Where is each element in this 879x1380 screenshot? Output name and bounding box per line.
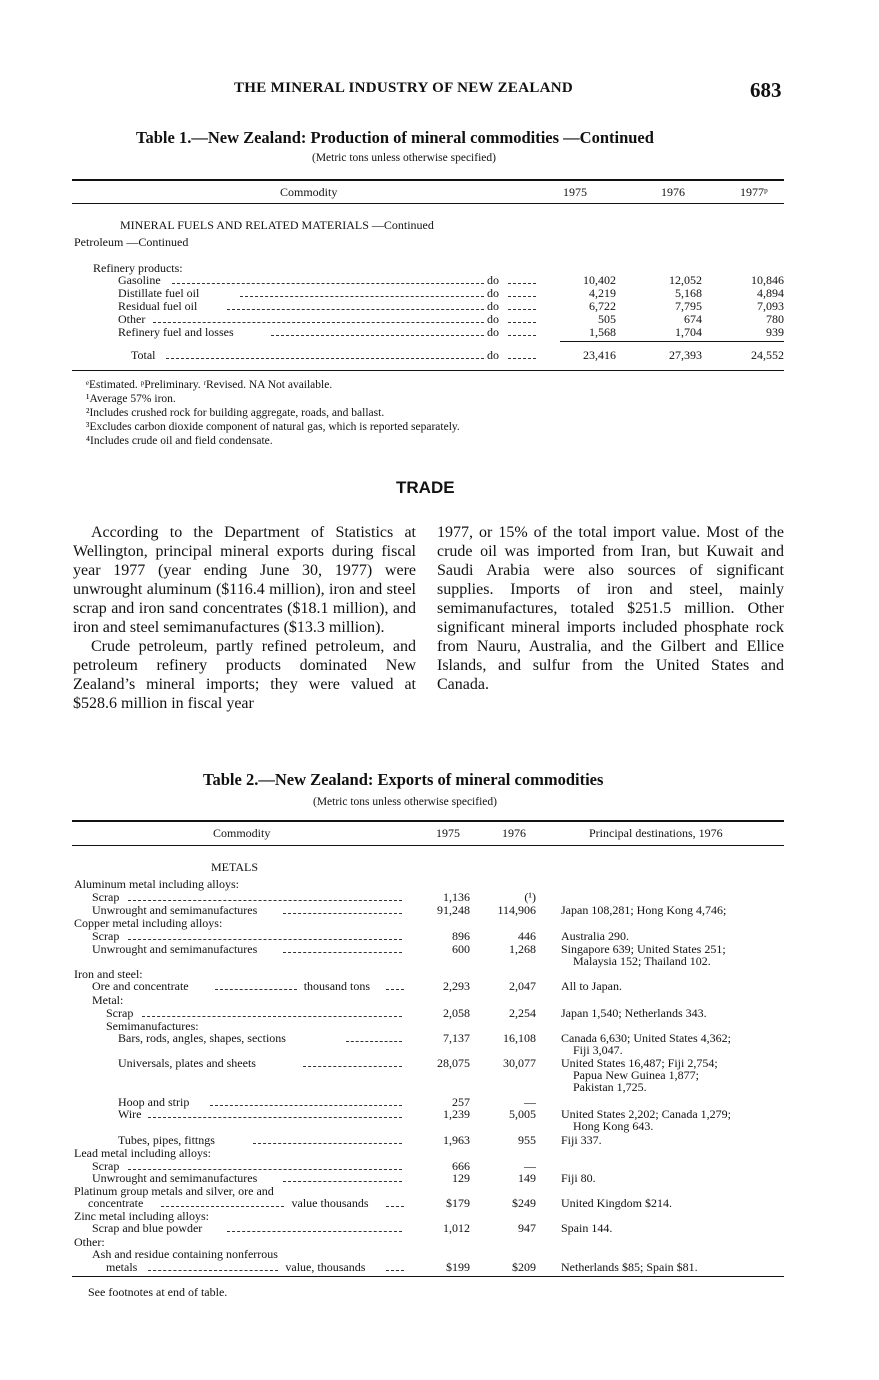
table1-footnote: ³Excludes carbon dioxide component of natural gas, which is reported separately. (86, 421, 460, 433)
trade-right-column (437, 523, 784, 694)
table2-row-label: Hoop and strip (118, 1095, 190, 1109)
table2-cell-destination: Netherlands $85; Spain $81. (561, 1260, 698, 1274)
trade-heading: TRADE (396, 478, 455, 497)
leader-dots (153, 322, 484, 323)
table2-cell-1976: 2,254 (509, 1006, 536, 1020)
table1-top-rule (72, 179, 784, 181)
table2-cell-destination-cont: Fiji 3,047. (573, 1043, 623, 1057)
leader-dots (128, 939, 402, 940)
table2-row-label: Metal: (92, 993, 124, 1007)
table1-cell-1975: 4,219 (589, 286, 616, 300)
table2-row-label: Scrap (92, 929, 120, 943)
table1-total-label: Total (131, 348, 156, 362)
table2-row-label: Unwrought and semimanufactures (92, 903, 258, 917)
table2-cell-destination: Canada 6,630; United States 4,362; (561, 1031, 731, 1045)
table1-total-unit: do (487, 348, 499, 362)
table2-row-label: Ore and concentrate (92, 979, 189, 993)
leader-dots (283, 952, 402, 953)
table2-cell-1975: 129 (452, 1171, 470, 1185)
table2-row-label: Scrap (92, 1159, 120, 1173)
leader-dots (508, 309, 536, 310)
leader-dots (253, 1143, 402, 1144)
table1-row-unit: do (487, 273, 499, 287)
table1-footnote: ¹Average 57% iron. (86, 393, 176, 405)
table2-section: METALS (211, 860, 259, 874)
table1-cell-1976: 1,704 (675, 325, 702, 339)
table2-cell-destination: All to Japan. (561, 979, 622, 993)
leader-dots (240, 296, 484, 297)
table2-row-label: Platinum group metals and silver, ore and (74, 1184, 274, 1198)
table2-cell-destination-cont: Hong Kong 643. (573, 1119, 654, 1133)
table1-col-1975: 1975 (563, 185, 587, 199)
leader-dots (215, 989, 297, 990)
leader-dots (227, 1231, 402, 1232)
table2-row-unit: thousand tons (303, 979, 371, 993)
leader-dots (508, 296, 536, 297)
table2-row-label: Wire (118, 1107, 142, 1121)
table2-cell-1976: $209 (512, 1260, 536, 1274)
table2-cell-1976: 30,077 (503, 1056, 536, 1070)
table1-footnote: ⁴Includes crude oil and field condensate. (86, 435, 273, 447)
table2-cell-destination: Fiji 80. (561, 1171, 596, 1185)
table2-row-label: Lead metal including alloys: (74, 1146, 211, 1160)
table1-cell-1977: 939 (766, 325, 784, 339)
table2-row-label: Iron and steel: (74, 967, 143, 981)
table1-col-1976: 1976 (661, 185, 685, 199)
table1-row-label: Other (118, 312, 146, 326)
table1-row-unit: do (487, 299, 499, 313)
table1-cell-1975: 6,722 (589, 299, 616, 313)
table1-cell-1976: 12,052 (669, 273, 702, 287)
table2-cell-destination: United States 16,487; Fiji 2,754; (561, 1056, 718, 1070)
table2-row-label: Zinc metal including alloys: (74, 1209, 209, 1223)
leader-dots (128, 1169, 402, 1170)
table2-cell-destination: United Kingdom $214. (561, 1196, 672, 1210)
table1-row-unit: do (487, 325, 499, 339)
table2-col-1975: 1975 (436, 826, 460, 840)
table1-cell-1976: 674 (684, 312, 702, 326)
table1-col-1977: 1977ᵖ (740, 185, 768, 199)
leader-dots (271, 335, 484, 336)
table2-row-label: Ash and residue containing nonferrous (92, 1247, 278, 1261)
table2-cell-destination: United States 2,202; Canada 1,279; (561, 1107, 731, 1121)
table2-header-rule (72, 845, 784, 846)
leader-dots (161, 1206, 284, 1207)
table2-title: Table 2.—New Zealand: Exports of mineral commodities (203, 770, 604, 789)
leader-dots (508, 358, 536, 359)
table1-row-label: Gasoline (118, 273, 161, 287)
table1-cell-1976: 7,795 (675, 299, 702, 313)
leader-dots (227, 309, 484, 310)
table1-header-rule (72, 203, 784, 204)
table1-row-unit: do (487, 286, 499, 300)
table2-row-label: Semimanufactures: (106, 1019, 199, 1033)
table2-cell-1976: 5,005 (509, 1107, 536, 1121)
table1-subtitle: (Metric tons unless otherwise specified) (312, 152, 496, 164)
table2-row-label: Scrap (106, 1006, 134, 1020)
trade-paragraph-3: 1977, or 15% of the total import value. Most of the crude oil was imported from Iran, but Kuwait and Saudi Arabia were also sources of significant supplies. Imports of iron and steel, mainly semimanufactures, totaled $251.5 million. Other significant mineral imports included phosphate rock from Nauru, Australia, and the Gilbert and Ellice Islands, and sulfur from the United States and Canada. (437, 524, 784, 693)
table1-total-1976: 27,393 (669, 348, 702, 362)
table1-section: MINERAL FUELS AND RELATED MATERIALS —Continued (120, 218, 434, 232)
table2-cell-destination: Singapore 639; United States 251; (561, 942, 726, 956)
table1-bottom-rule (72, 370, 784, 371)
trade-paragraph-1: According to the Department of Statistics at Wellington, principal mineral exports during fiscal year 1977 (year ending June 30, 1977) were unwrought aluminum ($116.4 million), iron and steel scrap and iron sand concentrates ($18.1 million), and iron and steel semimanufactures ($13.3 million). (73, 524, 416, 636)
table2-cell-1976: — (524, 1095, 536, 1109)
table2-cell-1975: 257 (452, 1095, 470, 1109)
table1-cell-1977: 780 (766, 312, 784, 326)
leader-dots (508, 283, 536, 284)
table1-row-label: Residual fuel oil (118, 299, 198, 313)
table1-subgroup: Refinery products: (93, 261, 183, 275)
leader-dots (283, 1181, 402, 1182)
table2-cell-1975: 2,293 (443, 979, 470, 993)
leader-dots (148, 1270, 278, 1271)
table2-cell-1975: 2,058 (443, 1006, 470, 1020)
table2-cell-destination: Japan 108,281; Hong Kong 4,746; (561, 903, 727, 917)
table2-row-label: Copper metal including alloys: (74, 916, 223, 930)
table2-cell-destination-cont: Malaysia 152; Thailand 102. (573, 954, 711, 968)
table2-col-commodity: Commodity (213, 826, 271, 840)
table2-cell-1976: 149 (518, 1171, 536, 1185)
table2-cell-1975: 600 (452, 942, 470, 956)
table2-cell-1976: 446 (518, 929, 536, 943)
table1-cell-1975: 1,568 (589, 325, 616, 339)
table2-cell-1976: 955 (518, 1133, 536, 1147)
leader-dots (210, 1105, 402, 1106)
table2-row-label: Bars, rods, angles, shapes, sections (118, 1031, 286, 1045)
table2-cell-1975: 91,248 (437, 903, 470, 917)
trade-left-column (73, 523, 416, 713)
leader-dots (128, 900, 402, 901)
leader-dots (166, 358, 484, 359)
leader-dots (148, 1117, 402, 1118)
table1-row-label: Distillate fuel oil (118, 286, 200, 300)
leader-dots (508, 322, 536, 323)
table2-cell-1975: $179 (446, 1196, 470, 1210)
leader-dots (386, 1206, 404, 1207)
table2-cell-1975: $199 (446, 1260, 470, 1274)
table1-row-label: Refinery fuel and losses (118, 325, 234, 339)
leader-dots (172, 283, 484, 284)
table1-col-commodity: Commodity (280, 185, 338, 199)
table2-subtitle: (Metric tons unless otherwise specified) (313, 796, 497, 808)
leader-dots (386, 989, 404, 990)
table2-row-label: Aluminum metal including alloys: (74, 877, 239, 891)
table1-title: Table 1.—New Zealand: Production of mineral commodities —Continued (136, 128, 654, 147)
leader-dots (508, 335, 536, 336)
table1-cell-1977: 10,846 (751, 273, 784, 287)
table2-cell-destination: Spain 144. (561, 1221, 613, 1235)
leader-dots (283, 913, 402, 914)
table1-cell-1977: 4,894 (757, 286, 784, 300)
table2-cell-1975: 1,136 (443, 890, 470, 904)
table1-row-unit: do (487, 312, 499, 326)
page-number: 683 (750, 78, 782, 102)
table1-footnote: ᵉEstimated. ᵖPreliminary. ʳRevised. NA Not available. (86, 379, 333, 391)
table2-cell-destination: Japan 1,540; Netherlands 343. (561, 1006, 707, 1020)
table1-total-rule (560, 341, 784, 342)
table2-cell-1975: 1,239 (443, 1107, 470, 1121)
table2-row-label: concentrate (88, 1196, 144, 1210)
table2-cell-destination-cont: Papua New Guinea 1,877; (573, 1068, 699, 1082)
running-header: THE MINERAL INDUSTRY OF NEW ZEALAND (234, 80, 574, 96)
leader-dots (142, 1016, 402, 1017)
table2-cell-1976: 114,906 (497, 903, 536, 917)
table2-cell-1976: 1,268 (509, 942, 536, 956)
table2-row-unit: value, thousands (285, 1260, 366, 1274)
trade-paragraph-2: Crude petroleum, partly refined petroleum, and petroleum refinery products dominated New Zealand’s mineral imports; they were valued at $528.6 million in fiscal year (73, 638, 416, 712)
table2-row-label: Other: (74, 1235, 105, 1249)
table2-cell-1976: 2,047 (509, 979, 536, 993)
table1-cell-1977: 7,093 (757, 299, 784, 313)
table2-cell-1976: (¹) (524, 890, 536, 904)
table1-footnotes (86, 378, 460, 448)
leader-dots (386, 1270, 404, 1271)
table2-col-1976: 1976 (502, 826, 526, 840)
leader-dots (346, 1041, 402, 1042)
leader-dots (303, 1066, 402, 1067)
table1-cell-1975: 10,402 (583, 273, 616, 287)
table1-total-1977: 24,552 (751, 348, 784, 362)
table2-cell-1975: 1,963 (443, 1133, 470, 1147)
table2-row-label: Universals, plates and sheets (118, 1056, 256, 1070)
table2-cell-1976: 947 (518, 1221, 536, 1235)
table2-cell-1975: 7,137 (443, 1031, 470, 1045)
table2-cell-destination-cont: Pakistan 1,725. (573, 1080, 647, 1094)
table2-cell-1976: — (524, 1159, 536, 1173)
table2-row-label: metals (106, 1260, 138, 1274)
table2-top-rule (72, 820, 784, 822)
table2-cell-1975: 666 (452, 1159, 470, 1173)
table2-cell-1975: 28,075 (437, 1056, 470, 1070)
table1-group: Petroleum —Continued (74, 235, 189, 249)
table2-row-label: Scrap and blue powder (92, 1221, 203, 1235)
table2-row-label: Unwrought and semimanufactures (92, 1171, 258, 1185)
table2-cell-1976: $249 (512, 1196, 536, 1210)
table2-cell-1976: 16,108 (503, 1031, 536, 1045)
table1-total-1975: 23,416 (583, 348, 616, 362)
table2-row-label: Unwrought and semimanufactures (92, 942, 258, 956)
table2-cell-1975: 896 (452, 929, 470, 943)
table1-cell-1976: 5,168 (675, 286, 702, 300)
table2-col-destinations: Principal destinations, 1976 (589, 826, 723, 840)
table1-footnote: ²Includes crushed rock for building aggregate, roads, and ballast. (86, 407, 385, 419)
table2-cell-destination: Fiji 337. (561, 1133, 602, 1147)
table2-row-label: Tubes, pipes, fittngs (118, 1133, 215, 1147)
table2-row-unit: value thousands (291, 1196, 369, 1210)
table2-cell-destination: Australia 290. (561, 929, 629, 943)
table2-row-label: Scrap (92, 890, 120, 904)
table2-cell-1975: 1,012 (443, 1221, 470, 1235)
table2-note: See footnotes at end of table. (88, 1285, 228, 1299)
table2-bottom-rule (72, 1276, 784, 1277)
table1-cell-1975: 505 (598, 312, 616, 326)
